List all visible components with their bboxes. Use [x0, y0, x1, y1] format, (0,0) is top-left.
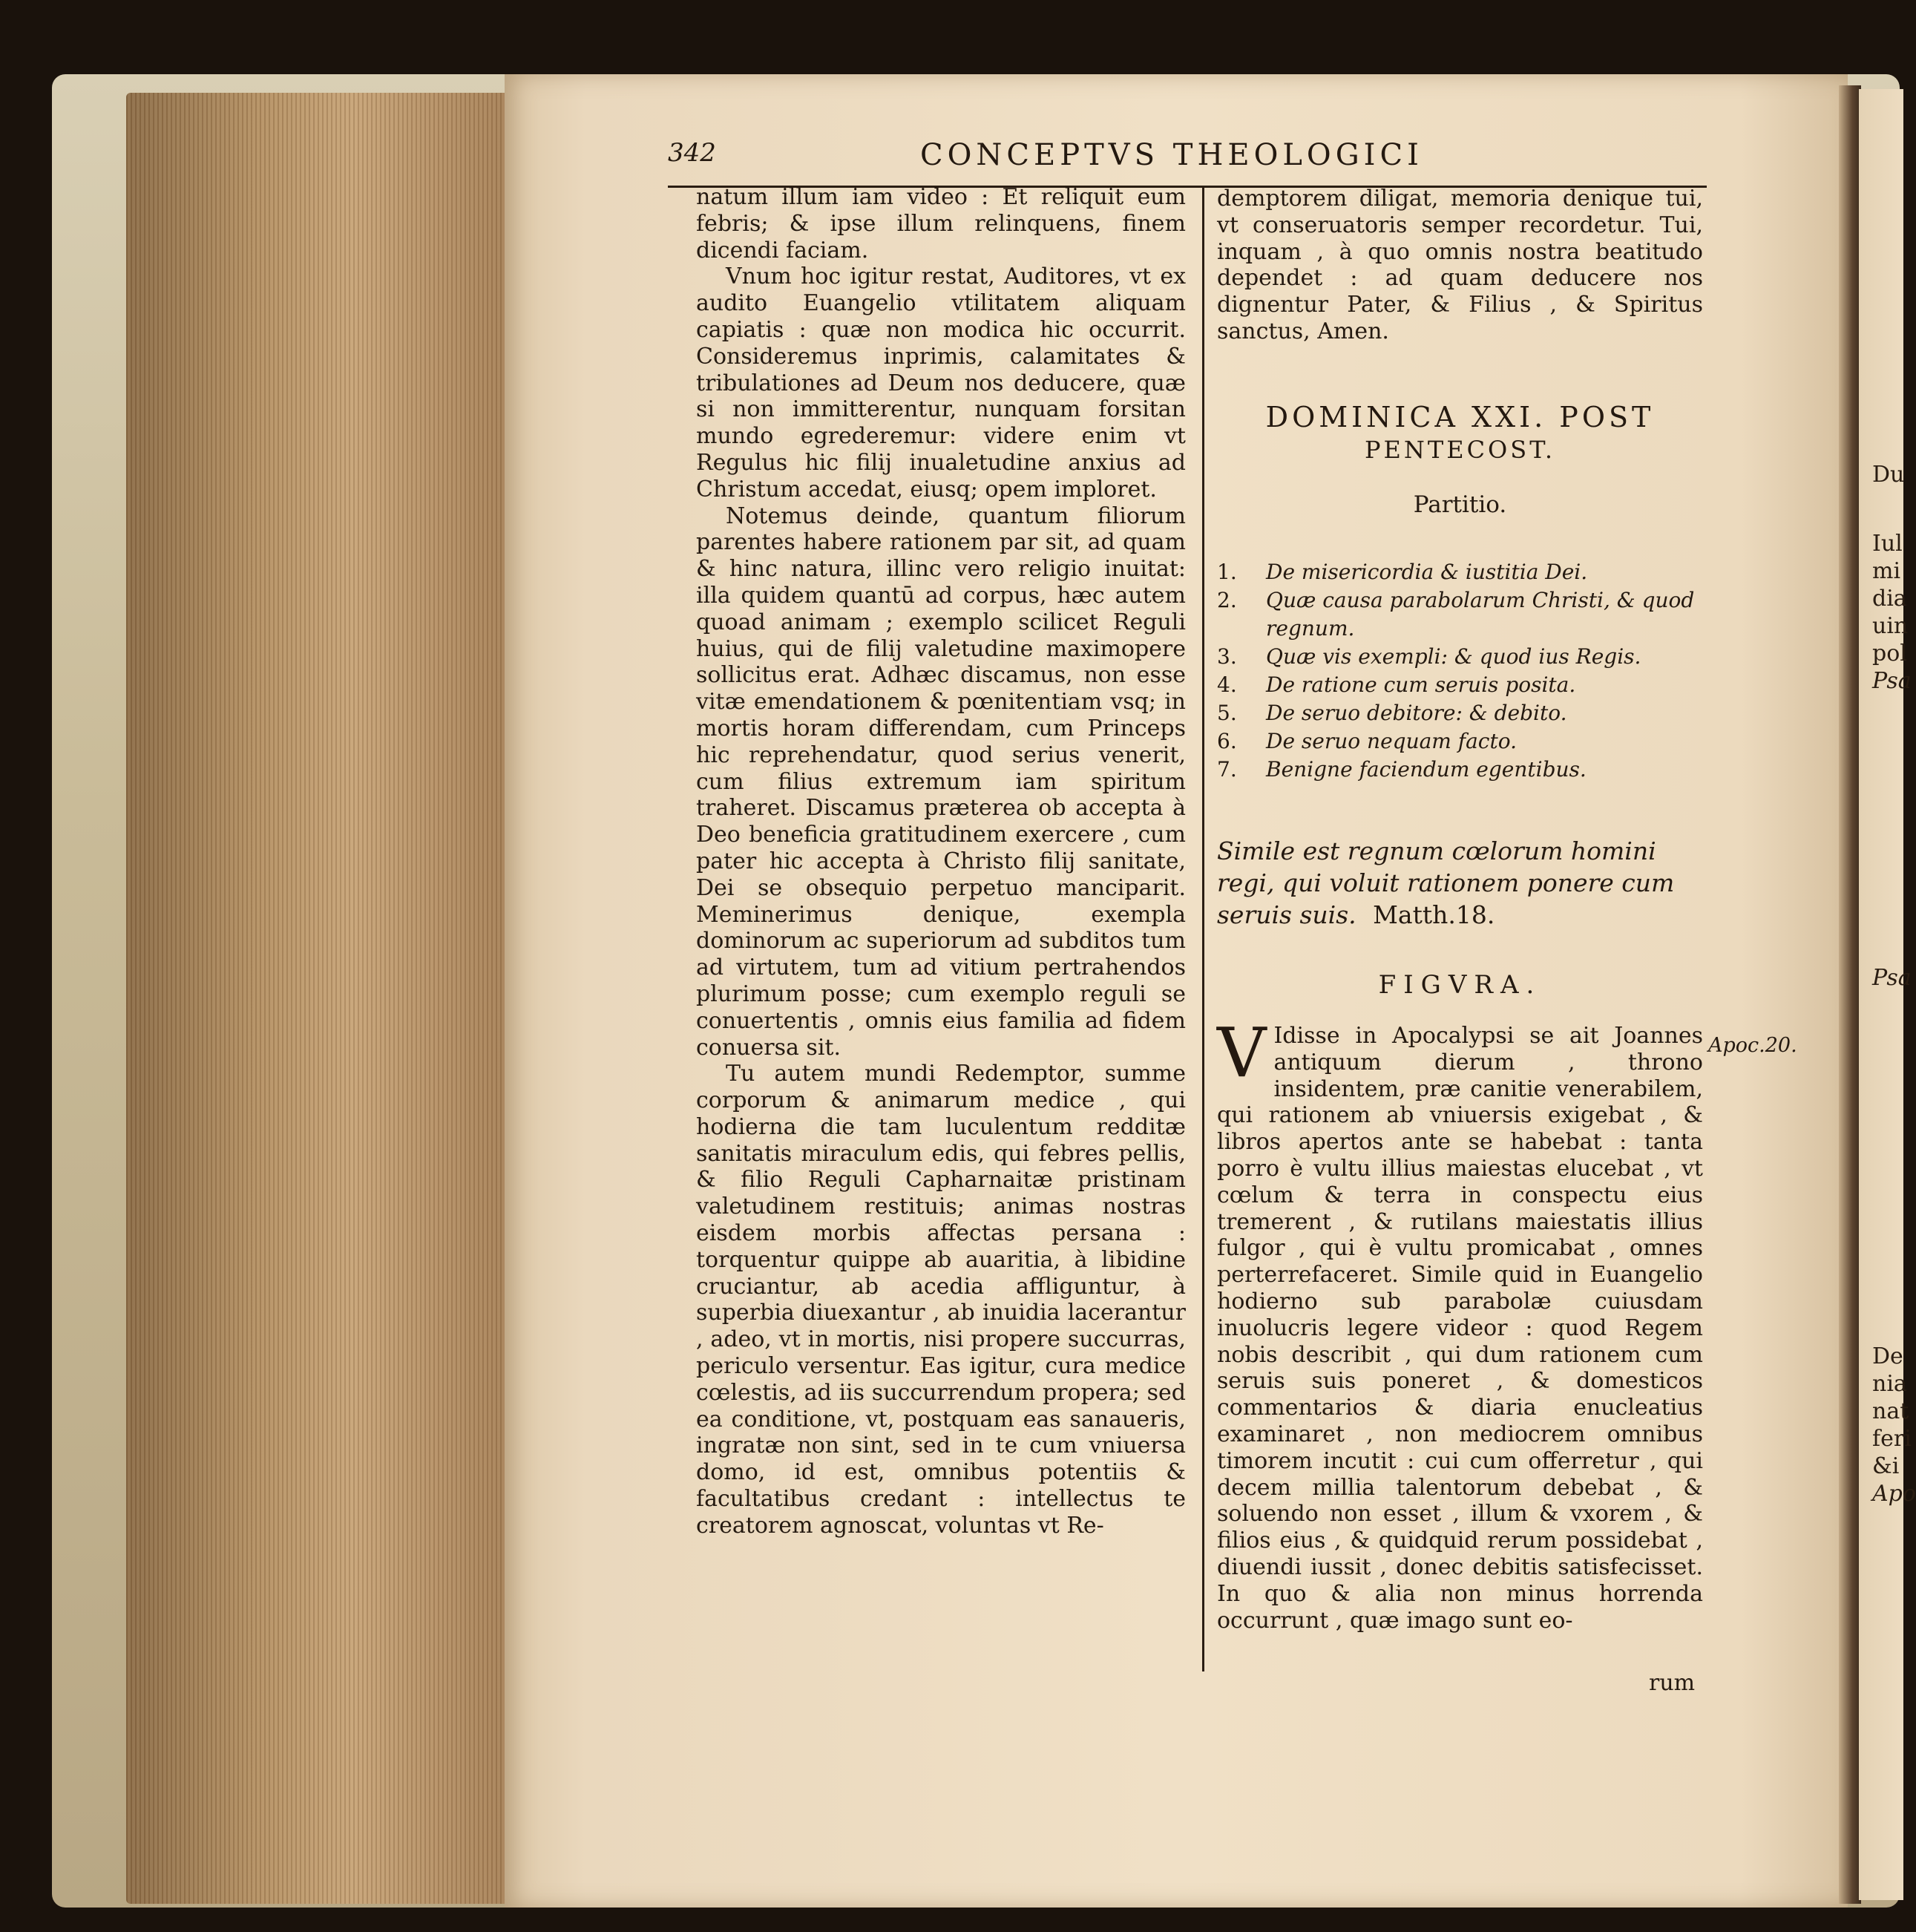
margin-note: Apoc.20. [1708, 1034, 1797, 1057]
list-item [1217, 643, 1703, 671]
list-item [1217, 586, 1703, 643]
drop-cap: V [1217, 1013, 1267, 1093]
facing-fragment: Apo [1872, 1481, 1916, 1507]
scripture-quote [1217, 835, 1707, 931]
facing-fragment: dia [1872, 586, 1907, 612]
facing-page-sliver [1859, 89, 1916, 1900]
facing-fragment: De [1872, 1343, 1903, 1369]
facing-fragment: Psa [1872, 965, 1912, 991]
dominica-subtitle: PENTECOST. [1364, 436, 1556, 464]
list-item [1217, 558, 1703, 586]
facing-fragment: Iul [1872, 531, 1903, 557]
item-text: De misericordia & iustitia Dei. [1266, 560, 1588, 584]
facing-fragment: &i [1872, 1453, 1900, 1479]
figura-heading: FIGVRA. [1378, 970, 1542, 1000]
item-text: De ratione cum seruis posita. [1266, 672, 1576, 697]
list-item [1217, 671, 1703, 699]
paragraph: demptorem diligat, memoria denique tui, vt conseruatoris semper recordetur. Tui, inquam , à quo omnis nostra beatitudo dependet : ad quam deducere nos dignentur Pater, & Filius , & Spiritus sanctus, Amen. [1217, 186, 1703, 344]
facing-fragment: feri [1872, 1426, 1912, 1452]
list-item [1217, 699, 1703, 727]
dominica-title: DOMINICA XXI. POST [1265, 401, 1655, 433]
running-title: CONCEPTVS THEOLOGICI [920, 138, 1423, 172]
item-text: Quæ causa parabolarum Christi, & quod regnum. [1266, 588, 1695, 641]
item-number: 1. [1217, 560, 1237, 584]
facing-fragment: pol [1872, 641, 1907, 667]
item-number: 6. [1217, 729, 1237, 753]
list-item [1217, 756, 1703, 784]
facing-fragment: nat [1872, 1398, 1909, 1424]
catchword: rum [1649, 1670, 1696, 1696]
section-heading [1217, 401, 1703, 466]
partitio-label: Partitio. [1413, 491, 1507, 518]
right-column-continuation [1217, 186, 1703, 345]
book-gutter [1839, 85, 1861, 1904]
figura-body: Idisse in Apocalypsi se ait Joannes antiquum dierum , throno insidentem, præ canitie venerabilem, qui rationem ab vniuersis exigebat , & libros apertos ante se habebat : tanta porro è vultu illius maiestas elucebat , vt cœlum & terra in conspectu eius tremerent , & rutilans maiestatis illius fulgor , qui è vultu promicabat , omnes perterrefaceret. Simile quid in Euangelio hodierno sub parabolæ cuiusdam inuolucris legere videor : quod Regem nobis describit , qui dum rationem cum seruis suis poneret , & domesticos commentarios & diaria enucleatius examinaret , non mediocrem omnibus timorem incutit : cui cum offerretur , qui decem millia talentorum debebat , & soluendo non esset , illum & vxorem , & filios eius , & quidquid rerum possidebat , diuendi iussit , donec debitis satisfecisset. In quo & alia non minus horrenda occurrunt , quæ imago sunt eo- [1217, 1023, 1703, 1634]
page-number: 342 [668, 138, 716, 168]
facing-fragment: Psa [1872, 668, 1912, 694]
paragraph: natum illum iam video : Et reliquit eum febris; & ipse illum relinquens, finem dicendi faciam. [696, 184, 1186, 263]
running-head [668, 138, 1484, 177]
item-text: Quæ vis exempli: & quod ius Regis. [1266, 644, 1641, 669]
paragraph: Notemus deinde, quantum filiorum parentes habere rationem par sit, ad quam & hinc natura, illinc vero religio inuitat: illa quidem quantū ad corpus, hæc autem quoad animam ; exemplo scilicet Reguli huius, qui de filij valetudine maximopere sollicitus erat. Adhæc discamus, non esse vitæ emendationem & pœnitentiam vsq; in mortis horam differendam, cum Princeps hic reprehendatur, quod serius venerit, cum filius extremum iam spiritum traheret. Discamus præterea ob accepta à Deo beneficia gratitudinem exercere , cum pater hic accepta à Christo filij sanitate, Dei se obsequio perpetuo manciparit. Meminerimus denique, exempla dominorum ac superiorum ad subditos tum ad virtutem, tum ad vitium pertrahendos plurimum posse; cum exemplo reguli se conuertentis , omnis eius familia ad fidem conuersa sit. [696, 502, 1186, 1061]
item-number: 7. [1217, 757, 1237, 782]
item-text: De seruo nequam facto. [1266, 729, 1517, 753]
paragraph: Tu autem mundi Redemptor, summe corporum & animarum medice , qui hodierna die tam luculentum redditæ sanitatis miraculum edis, qui febres pellis, & filio Reguli Capharnaitæ pristinam valetudinem restituis; animas nostras eisdem morbis affectas persana : torquentur quippe ab auaritia, à libidine cruciantur, ab acedia affliguntur, à superbia diuexantur , ab inuidia lacerantur , adeo, vt in mortis, nisi propere succurras, periculo versentur. Eas igitur, cura medice cœlestis, ad iis succurrendum propera; sed ea conditione, vt, postquam eas sanaueris, ingratæ non sint, sed in te cum vniuersa domo, id est, omnibus potentiis & facultatibus credant : intellectus te creatorem agnoscat, voluntas vt Re- [696, 1061, 1186, 1539]
figura-paragraph [1217, 1013, 1703, 1634]
facing-fragment: uin [1872, 613, 1909, 639]
facing-fragment: nia [1872, 1371, 1907, 1397]
item-number: 3. [1217, 644, 1237, 669]
facing-fragment: Du [1872, 462, 1905, 488]
item-text: Benigne faciendum egentibus. [1266, 757, 1587, 782]
left-column [696, 184, 1186, 1539]
item-number: 2. [1217, 588, 1237, 612]
quote-text: Simile est regnum cœlorum homini regi, qui voluit rationem ponere cum seruis suis. [1217, 836, 1675, 929]
item-number: 5. [1217, 701, 1237, 725]
column-divider [1202, 187, 1204, 1671]
item-text: De seruo debitore: & debito. [1266, 701, 1567, 725]
partitio-list [1217, 558, 1703, 784]
list-item [1217, 727, 1703, 756]
page-block-edge [126, 93, 505, 1904]
facing-fragment: mi [1872, 558, 1901, 584]
scripture-reference: Matth.18. [1373, 900, 1495, 929]
paragraph: Vnum hoc igitur restat, Auditores, vt ex audito Euangelio vtilitatem aliquam capiatis : quæ non modica hic occurrit. Consideremus inprimis, calamitates & tribulationes ad Deum nos deducere, quæ si non immitterentur, nunquam forsitan mundo egrederemur: videre enim vt Regulus hic filij inualetudine anxius ad Christum accedat, eiusq; opem imploret. [696, 263, 1186, 502]
item-number: 4. [1217, 672, 1237, 697]
